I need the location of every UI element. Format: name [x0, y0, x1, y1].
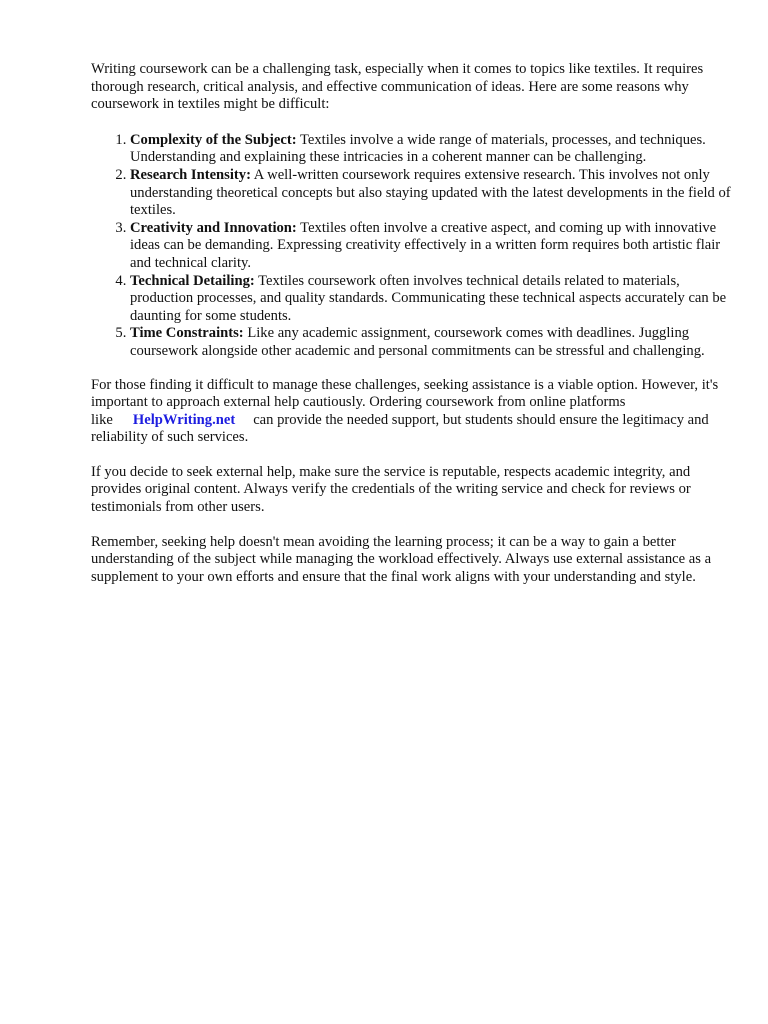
reasons-list — [91, 132, 731, 361]
external-help-paragraph: If you decide to seek external help, make sure the service is reputable, respects academic integrity, and provides original content. Always verify the credentials of the writing service and check for reviews or testimonials from other users. — [91, 463, 691, 516]
list-item-term: Creativity and Innovation: — [130, 219, 297, 236]
intro-paragraph: Writing coursework can be a challenging task, especially when it comes to topics like textiles. It requires thorough research, critical analysis, and effective communication of ideas. Here are some reasons why coursework in textiles might be difficult: — [91, 61, 704, 113]
help-paragraph-before-link: For those finding it difficult to manage these challenges, seeking assistance is a viable option. However, it's important to approach external help cautiously. Ordering coursework from online platforms like — [91, 376, 719, 428]
list-item — [130, 273, 731, 326]
list-item — [130, 167, 731, 220]
list-item — [130, 132, 731, 167]
list-item-term: Time Constraints: — [130, 325, 244, 342]
list-item-text: Textiles often involve a creative aspect, and coming up with innovative ideas can be demanding. Expressing creativity effectively in a written form requires both artistic flair and technical clarity. — [130, 219, 721, 271]
list-item-text: Textiles involve a wide range of materials, processes, and techniques. Understanding and explaining these intricacies in a coherent manner can be challenging. — [130, 131, 706, 166]
conclusion-paragraph: Remember, seeking help doesn't mean avoiding the learning process; it can be a way to gain a better understanding of the subject while managing the workload effectively. Always use external assistance as a supplement to your own efforts and ensure that the final work aligns with your understanding and style. — [91, 533, 712, 585]
list-item-text: Textiles coursework often involves technical details related to materials, production processes, and quality standards. Communicating these technical aspects accurately can be daunting for some students. — [130, 272, 727, 324]
help-paragraph-after-link: can provide the needed support, but students should ensure the legitimacy and reliability of such services. — [91, 411, 709, 446]
list-item — [130, 325, 731, 360]
help-paragraph — [91, 377, 731, 447]
list-item-term: Technical Detailing: — [130, 272, 255, 289]
helpwriting-link[interactable]: HelpWriting.net — [132, 411, 236, 428]
list-item-text: Like any academic assignment, coursework comes with deadlines. Juggling coursework alongside other academic and personal commitments can be stressful and challenging. — [130, 325, 705, 359]
document-body — [91, 61, 731, 603]
list-item — [130, 220, 731, 273]
list-item-text: A well-written coursework requires extensive research. This involves not only understanding theoretical concepts but also staying updated with the latest developments in the field of textiles. — [130, 166, 731, 219]
list-item-term: Complexity of the Subject: — [130, 131, 297, 148]
list-item-term: Research Intensity: — [130, 166, 251, 183]
